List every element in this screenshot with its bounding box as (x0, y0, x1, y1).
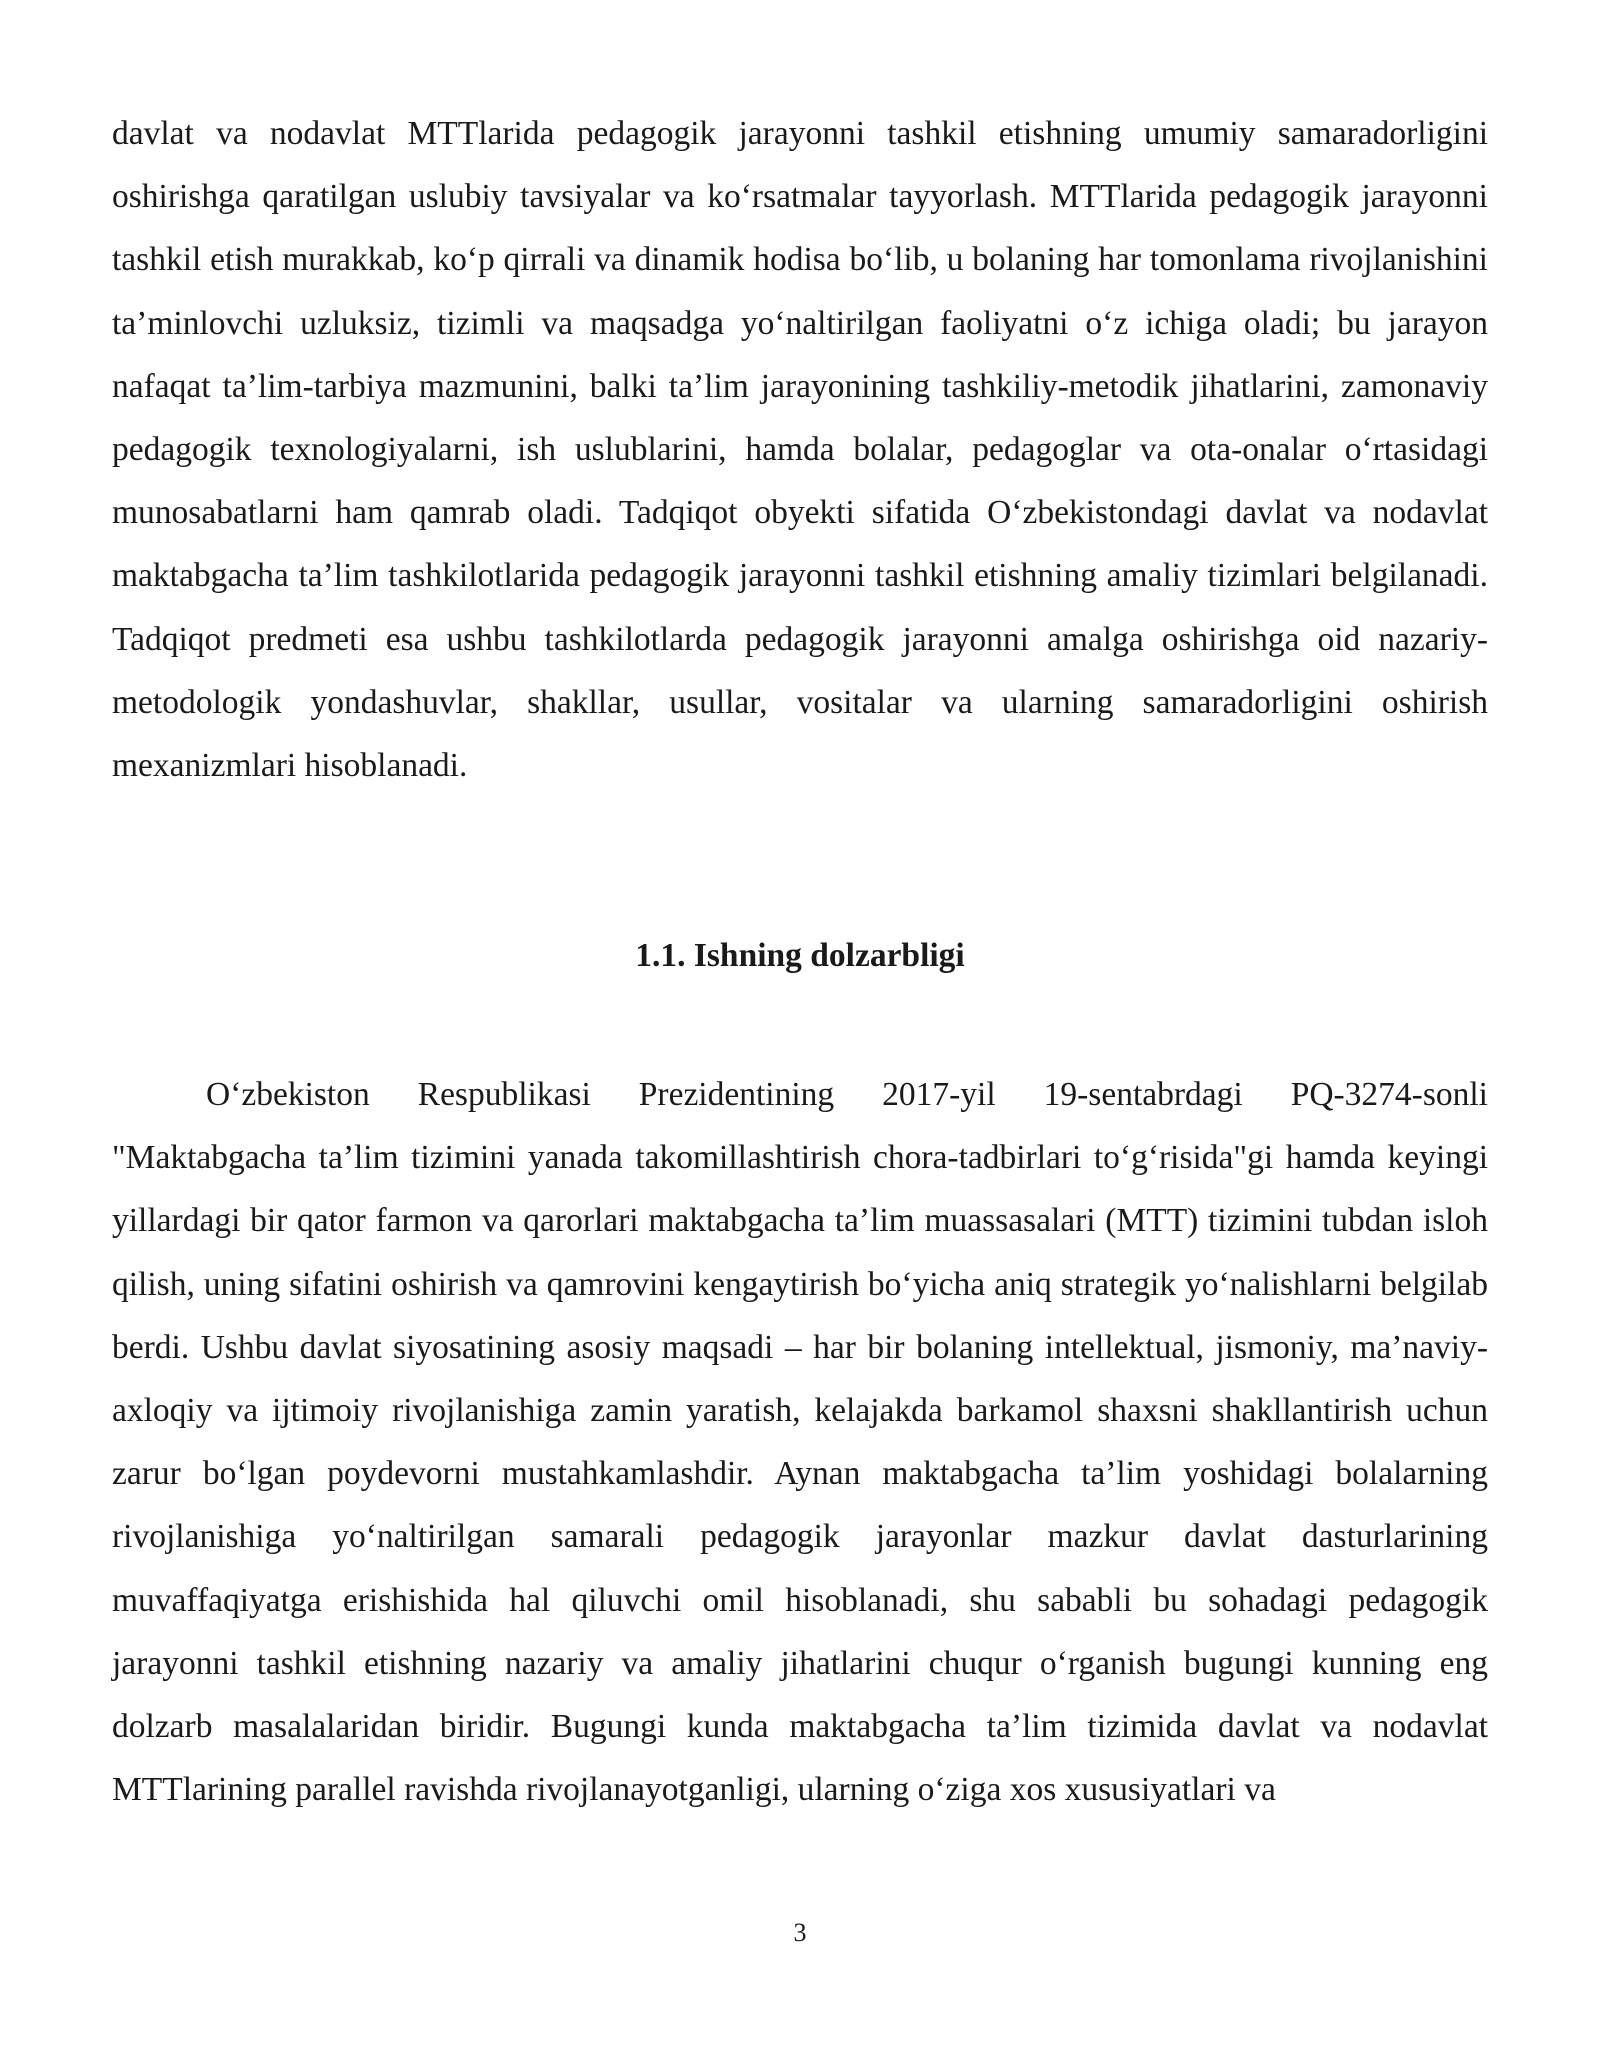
body-paragraph: O‘zbekiston Respublikasi Prezidentining 2017-yil 19-sentabrdagi PQ-3274-sonli "Maktabgacha ta’lim tizimini yanada takomillashtirish chora-tadbirlari to‘g‘risida"gi hamda keyingi yillardagi bir qator farmon va qarorlari maktabgacha ta’lim muassasalari (MTT) tizimini tubdan isloh qilish, uning sifatini oshirish va qamrovini kengaytirish bo‘yicha aniq strategik yo‘nalishlarni belgilab berdi. Ushbu davlat siyosatining asosiy maqsadi – har bir bolaning intellektual, jismoniy, ma’naviy-axloqiy va ijtimoiy rivojlanishiga zamin yaratish, kelajakda barkamol shaxsni shakllantirish uchun zarur bo‘lgan poydevorni mustahkamlashdir. Aynan maktabgacha ta’lim yoshidagi bolalarning rivojlanishiga yo‘naltirilgan samarali pedagogik jarayonlar mazkur davlat dasturlarining muvaffaqiyatga erishishida hal qiluvchi omil hisoblanadi, shu sababli bu sohadagi pedagogik jarayonni tashkil etishning nazariy va amaliy jihatlarini chuqur o‘rganish bugungi kunning eng dolzarb masalalaridan biridir. Bugungi kunda maktabgacha ta’lim tizimida davlat va nodavlat MTTlarining parallel ravishda rivojlanayotganligi, ularning o‘ziga xos xususiyatlari va (112, 1076, 1488, 1809)
page-number: 3 (793, 1918, 807, 1947)
body-paragraph: davlat va nodavlat MTTlarida pedagogik jarayonni tashkil etishning umumiy samaradorligini oshirishga qaratilgan uslubiy tavsiyalar va ko‘rsatmalar tayyorlash. MTTlarida pedagogik jarayonni tashkil etish murakkab, ko‘p qirrali va dinamik hodisa bo‘lib, u bolaning har tomonlama rivojlanishini ta’minlovchi uzluksiz, tizimli va maqsadga yo‘naltirilgan faoliyatni o‘z ichiga oladi; bu jarayon nafaqat ta’lim-tarbiya mazmunini, balki ta’lim jarayonining tashkiliy-metodik jihatlarini, zamonaviy pedagogik texnologiyalarni, ish uslublarini, hamda bolalar, pedagoglar va ota-onalar o‘rtasidagi munosabatlarni ham qamrab oladi. Tadqiqot obyekti sifatida O‘zbekistondagi davlat va nodavlat maktabgacha ta’lim tashkilotlarida pedagogik jarayonni tashkil etishning amaliy tizimlari belgilanadi. Tadqiqot predmeti esa ushbu tashkilotlarda pedagogik jarayonni amalga oshirishga oid nazariy-metodologik yondashuvlar, shakllar, usullar, vositalar va ularning samaradorligini oshirish mexanizmlari hisoblanadi. (112, 115, 1488, 785)
section-heading: 1.1. Ishning dolzarbligi (635, 937, 965, 974)
